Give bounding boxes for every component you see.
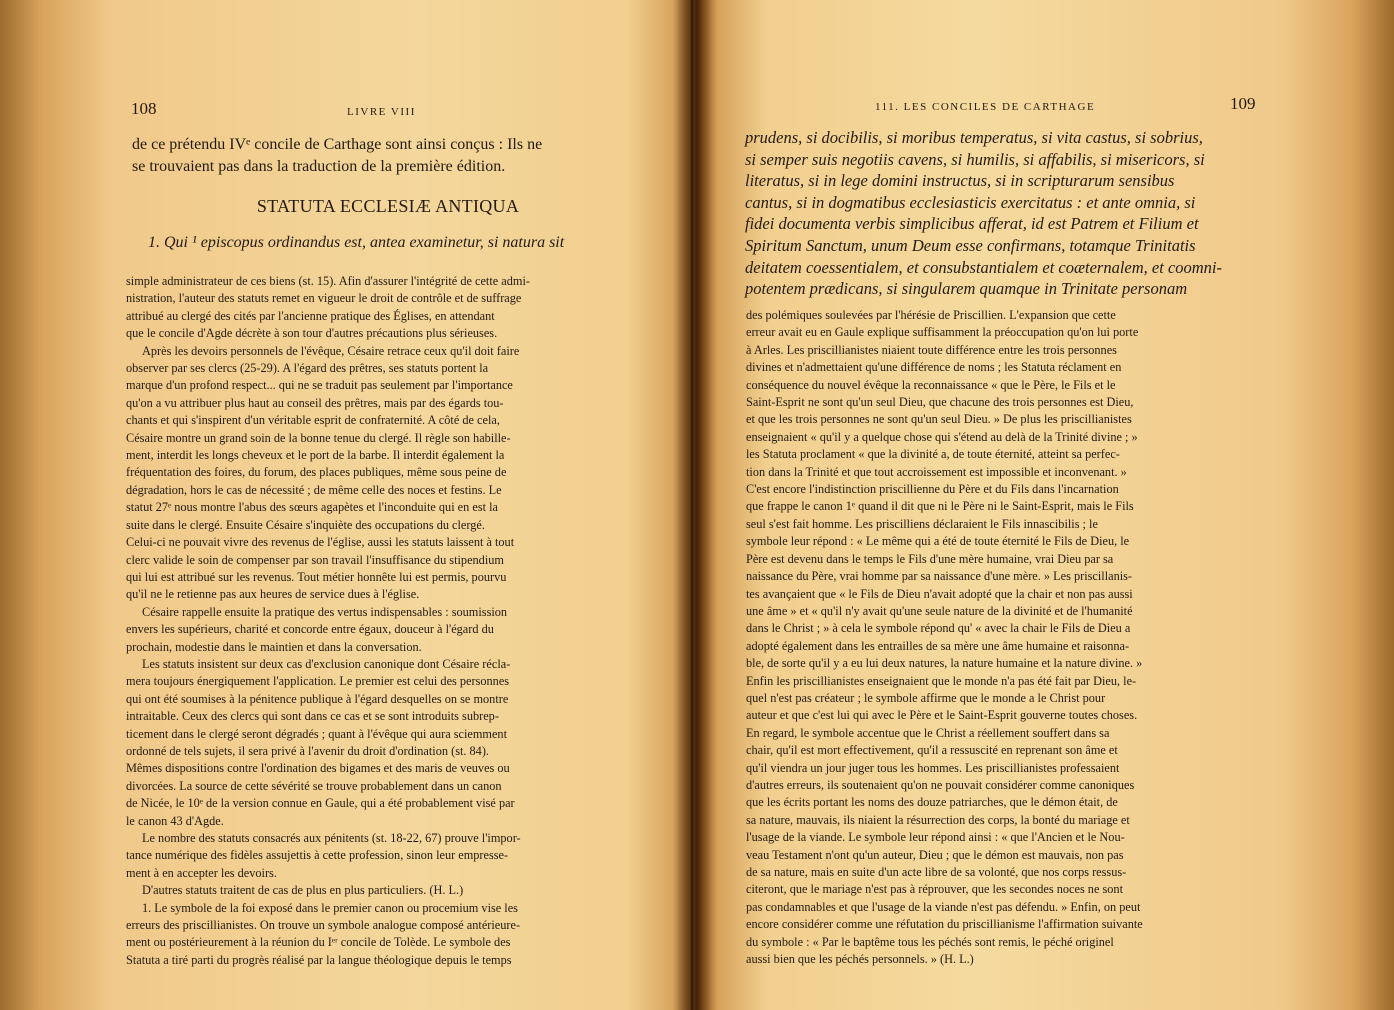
text-line: tion dans la Trinité et que tout accroissement est impossible et inconvenant. »: [746, 464, 1127, 479]
text-line: Celui-ci ne pouvait vivre des revenus de l'église, aussi les statuts laissent à tout: [126, 535, 515, 550]
latin-text-line: 1. Qui ¹ episcopus ordinandus est, antea examinetur, si natura sit: [148, 234, 565, 251]
text-line: prochain, modestie dans le maintien et dans la conversation.: [126, 639, 422, 654]
text-line: de Nicée, le 10ᵉ de la version connue en Gaule, qui a été probablement visé par: [126, 796, 515, 811]
text-line: symbole leur répond : « Le même qui a été de toute éternité le Fils de Dieu, le: [746, 534, 1130, 549]
text-line: ment, interdit les longs cheveux et le port de la barbe. Il interdit également la: [126, 448, 505, 463]
text-line: les Statuta proclament « que la divinité a, de toute éternité, atteint sa perfec-: [746, 447, 1120, 462]
text-line: conséquence du nouvel évêque la reconnaissance « que le Père, le Fils et le: [746, 377, 1116, 392]
text-line: fidei documenta verbis simplicibus afferat, id est Patrem et Filium et: [745, 214, 1199, 234]
text-line: Saint-Esprit ne sont qu'un seul Dieu, que chacune des trois personnes est Dieu,: [746, 395, 1134, 410]
text-line: le canon 43 d'Agde.: [126, 813, 224, 828]
text-line: suite dans le clergé. Ensuite Césaire s'inquiète des occupations du clergé.: [126, 517, 485, 532]
page-number: 109: [1230, 94, 1256, 113]
text-line: d'autres erreurs, ils soutenaient qu'on ne pouvait considérer comme canoniques: [746, 777, 1135, 792]
lead-line: se trouvaient pas dans la traduction de la première édition.: [132, 158, 506, 175]
text-line: et que les trois personnes ne sont qu'un seul Dieu. » De plus les priscillianistes: [746, 412, 1132, 427]
text-line: ticement dans le clergé seront dégradés ; quant à l'évêque qui aura sciemment: [126, 726, 507, 741]
text-line: naissance du Père, vrai homme par sa naissance d'une mère. » Les priscillanis-: [746, 569, 1133, 584]
text-line: Césaire rappelle ensuite la pratique des vertus indispensables : soumission: [142, 604, 508, 619]
footnote-body: [746, 307, 1264, 968]
text-line: que le concile d'Agde décrète à son tour d'autres précautions plus sérieuses.: [126, 326, 498, 341]
text-line: qui ont été soumises à la pénitence publique à l'égard desquelles on se montre: [126, 691, 509, 706]
text-line: du symbole : « Par le baptême tous les péchés sont remis, le péché originel: [746, 934, 1114, 949]
text-line: Après les devoirs personnels de l'évêque, Césaire retrace ceux qu'il doit faire: [142, 343, 520, 358]
text-line: ble, de sorte qu'il y a eu lui deux natures, la nature humaine et la nature divine. »: [746, 656, 1143, 671]
text-line: aussi bien que les péchés personnels. » (H. L.): [746, 952, 974, 967]
running-head: LIVRE VIII: [347, 106, 416, 118]
text-line: Mêmes dispositions contre l'ordination des bigames et des maris de veuves ou: [126, 761, 510, 776]
text-line: qu'il viendra un jour juger tous les hommes. Les priscillianistes professaient: [746, 760, 1120, 775]
text-line: erreur avait eu en Gaule explique suffisamment la préoccupation qu'on lui porte: [746, 325, 1139, 340]
text-line: dégradation, hors le cas de nécessité ; de même celle des noces et festins. Le: [126, 482, 502, 497]
text-line: l'usage de la viande. Le symbole leur répond ainsi : « que l'Ancien et le Nou-: [746, 830, 1125, 845]
text-line: Enfin les priscillianistes enseignaient que le monde n'a pas été fait par Dieu, le-: [746, 673, 1137, 688]
text-line: envers les supérieurs, charité et concorde entre égaux, douceur à l'égard du: [126, 622, 494, 637]
section-heading: STATUTA ECCLESIÆ ANTIQUA: [256, 196, 520, 216]
text-line: qu'il ne le retienne pas aux heures de service dues à l'église.: [126, 587, 420, 602]
text-line: literatus, si in lege domini instructus, si in scripturarum sensibus: [745, 171, 1175, 191]
text-line: sa nature, mauvais, ils niaient la résurrection des corps, la bonté du mariage et: [746, 812, 1130, 827]
text-line: qu'on a vu attribuer plus haut au conseil des prêtres, mais par des égards tou-: [126, 395, 504, 410]
text-line: deitatem coessentialem, et consubstantialem et coæternalem, et coomni-: [745, 257, 1223, 277]
text-line: Les statuts insistent sur deux cas d'exclusion canonique dont Césaire récla-: [142, 656, 511, 671]
text-line: auteur et que c'est lui qui avec le Père et le Saint-Esprit gouverne toutes choses.: [746, 708, 1138, 723]
text-line: En regard, le symbole accentue que le Christ a réellement souffert dans sa: [746, 725, 1110, 740]
text-line: C'est encore l'indistinction priscillienne du Père et du Fils dans l'incarnation: [746, 482, 1119, 497]
text-line: qui lui est attribué sur les revenus. Tout métier honnête lui est permis, pourvu: [126, 569, 507, 584]
text-line: nistration, l'auteur des statuts remet en vigueur le droit de contrôle et de suffrage: [126, 291, 522, 306]
text-line: divines et n'admettaient qu'une différence de noms ; les Statuta réclament en: [746, 360, 1122, 375]
text-line: statut 27ᵉ nous montre l'abus des sœurs agapètes et l'inconduite qui en est la: [126, 500, 498, 515]
text-line: tance numérique des fidèles assujettis à cette profession, sinon leur empresse-: [126, 848, 509, 863]
text-line: clerc valide le soin de compenser par son travail l'insuffisance du stipendium: [126, 552, 504, 567]
text-line: potentem prædicans, si singularem quamque in Trinitate personam: [745, 279, 1188, 299]
text-line: Le nombre des statuts consacrés aux pénitents (st. 18-22, 67) prouve l'impor-: [142, 831, 521, 845]
text-line: que les écrits portant les noms des douze patriarches, que le démon était, de: [746, 795, 1118, 810]
text-line: cantus, si in dogmatibus ecclesiasticis exercitatus : et ante omnia, si: [745, 192, 1196, 212]
text-line: encore considérer comme une réfutation du priscillianisme l'affirmation suivante: [746, 917, 1143, 932]
text-line: Césaire montre un grand soin de la bonne tenue du clergé. Il règle son habille-: [126, 430, 511, 445]
text-line: à Arles. Les priscillianistes niaient toute différence entre les trois personnes: [746, 342, 1117, 357]
text-line: chants et qui s'inspirent d'un véritable esprit de confraternité. A côté de cela,: [126, 413, 500, 428]
text-line: une âme » et « qu'il n'y avait qu'une seule nature de la divinité et de l'humanité: [746, 603, 1133, 618]
text-line: enseignaient « qu'il y a quelque chose qui s'étend au delà de la Trinité divine ; »: [746, 429, 1138, 444]
text-line: de sa nature, mais en suite d'un acte libre de sa volonté, que nos corps ressus-: [746, 865, 1127, 879]
page-number: 108: [131, 99, 157, 118]
text-line: ment à en accepter les devoirs.: [126, 865, 277, 880]
left-page: [0, 0, 690, 1010]
running-head: 111. LES CONCILES DE CARTHAGE: [875, 101, 1096, 113]
text-line: que frappe le canon 1ᵉ quand il dit que ni le Père ni le Saint-Esprit, mais le Fils: [746, 499, 1134, 514]
text-line: 1. Le symbole de la foi exposé dans le premier canon ou procemium vise les: [142, 900, 518, 915]
text-line: attribué au clergé des cités par l'ancienne pratique des Églises, en attendant: [126, 308, 495, 323]
text-line: dans le Christ ; » à cela le symbole répond qu' « avec la chair le Fils de Dieu a: [746, 621, 1131, 636]
text-line: prudens, si docibilis, si moribus temperatus, si vita castus, si sobrius,: [745, 128, 1203, 147]
text-line: seul s'est fait homme. Les priscilliens déclaraient le Fils innascibilis ; le: [746, 516, 1098, 531]
footnote-body: [126, 273, 642, 969]
text-line: des polémiques soulevées par l'hérésie de Priscillien. L'expansion que cette: [746, 308, 1116, 322]
latin-text: [745, 127, 1260, 300]
text-line: pas condamnables et que l'usage de la viande n'est pas défendu. » Enfin, on peut: [746, 899, 1141, 914]
text-line: si semper suis negotiis cavens, si humilis, si affabilis, si misericors, si: [745, 149, 1205, 169]
text-line: chair, qu'il est mort effectivement, qu'il a ressuscité en reprenant son âme et: [746, 743, 1118, 758]
text-line: erreurs des priscillianistes. On trouve un symbole analogue composé antérieure-: [126, 918, 521, 933]
text-line: Statuta a tiré parti du progrès réalisé par la langue théologique depuis le temps: [126, 952, 512, 967]
text-line: marque d'un profond respect... qui ne se traduit pas seulement par l'importance: [126, 378, 513, 393]
text-line: adopté également dans les entrailles de sa mère une âme humaine et raisonna-: [746, 638, 1130, 653]
text-line: D'autres statuts traitent de cas de plus en plus particuliers. (H. L.): [142, 883, 464, 898]
lead-text: [132, 134, 647, 178]
text-line: intraitable. Ceux des clercs qui sont dans ce cas et se sont introduits subrep-: [126, 709, 499, 724]
text-line: quel n'est pas créateur ; le symbole affirme que le monde a le Christ pour: [746, 690, 1106, 705]
text-line: veau Testament n'ont qu'un auteur, Dieu ; que le démon est mauvais, non pas: [746, 847, 1124, 862]
text-line: simple administrateur de ces biens (st. 15). Afin d'assurer l'intégrité de cette admi-: [126, 274, 530, 288]
text-line: ment ou postérieurement à la réunion du Iᵉʳ concile de Tolède. Le symbole des: [126, 935, 511, 950]
text-line: ordonné de tels sujets, il sera privé à l'avenir du droit d'ordination (st. 84).: [126, 743, 490, 758]
text-line: divorcées. La source de cette sévérité se trouve probablement dans un canon: [126, 778, 502, 793]
text-line: fréquentation des foires, du forum, des places publiques, même sous peine de: [126, 465, 507, 480]
right-page: [700, 0, 1394, 1010]
text-line: observer par ses clercs (25-29). A l'égard des prêtres, ses statuts portent la: [126, 361, 489, 376]
text-line: Père est devenu dans le temps le Fils d'une mère humaine, vrai Dieu par sa: [746, 551, 1114, 566]
text-line: tes avançaient que « le Fils de Dieu n'avait adopté que la chair et non pas aussi: [746, 586, 1133, 601]
text-line: Spiritum Sanctum, unum Deum esse confirmans, totamque Trinitatis: [745, 235, 1196, 255]
text-line: citeront, que le mariage n'est pas à réprouver, que les secondes noces ne sont: [746, 882, 1123, 897]
text-line: mera toujours énergiquement l'application. Le premier est celui des personnes: [126, 674, 510, 689]
lead-line: de ce prétendu IVᵉ concile de Carthage sont ainsi conçus : Ils ne: [132, 136, 543, 153]
